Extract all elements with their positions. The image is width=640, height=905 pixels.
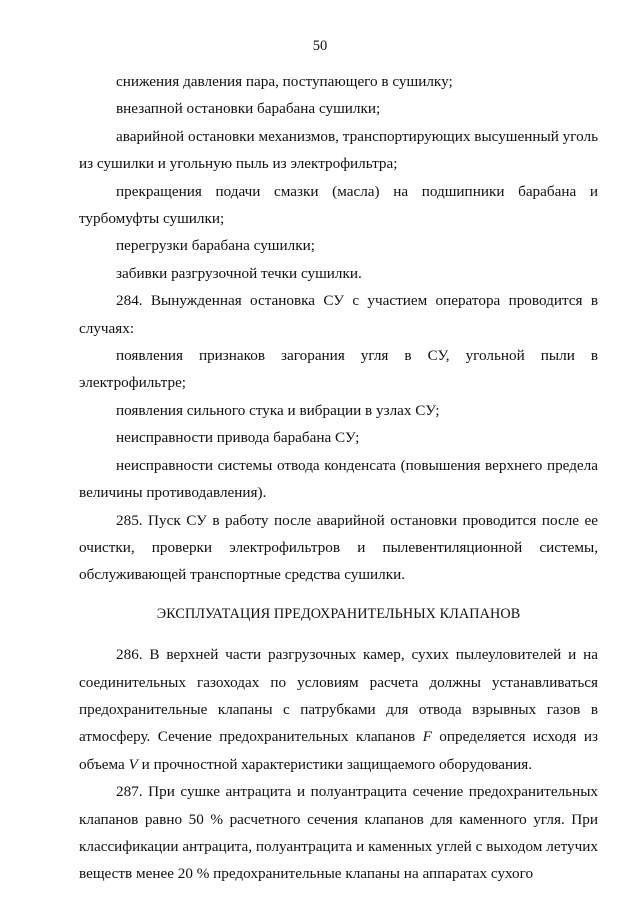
list-item: снижения давления пара, поступающего в сушилку; — [116, 73, 453, 90]
paragraph-286-part3: и прочностной характеристики защищаемого оборудования. — [137, 755, 533, 773]
paragraph-287: 287. При сушке антрацита и полуантрацита сечение предохранительных клапанов равно 50 % расчетного сечения клапанов для каменного угля. При классификации антрацита, полуантрацита и каменных углей с выходом летучих веществ менее 20 % предохранительные клапаны на аппаратах сухого — [79, 783, 598, 883]
list-item: появления сильного стука и вибрации в узлах СУ; — [116, 401, 440, 419]
list-item: внезапной остановки барабана сушилки; — [116, 100, 381, 118]
paragraph-285: 285. Пуск СУ в работу после аварийной остановки проводится после ее очистки, проверки электрофильтров и пылевентиляционной системы, обслуживающей транспортные средства сушилки. — [79, 511, 598, 584]
variable-f: F — [422, 728, 432, 746]
list-item: забивки разгрузочной течки сушилки. — [116, 264, 362, 282]
variable-v: V — [128, 755, 138, 773]
paragraph-286 — [79, 641, 598, 778]
list-item: перегрузки барабана сушилки; — [116, 237, 315, 255]
list-item: неисправности привода барабана СУ; — [116, 429, 360, 447]
paragraph-286-part1: 286. В верхней части разгрузочных камер, сухих пылеуловителей и на соединительных газоходах по условиям расчета должны устанавливаться предохранительные клапаны с патрубками для отвода взрывных газов в атмосферу. Сечение предохранительных клапанов — [79, 646, 598, 746]
list-item: неисправности системы отвода конденсата (повышения верхнего предела величины противодавления). — [79, 456, 598, 502]
page-number: 50 — [312, 38, 328, 54]
list-item: прекращения подачи смазки (масла) на подшипники барабана и турбомуфты сушилки; — [79, 182, 598, 228]
paragraph-284: 284. Вынужденная остановка СУ с участием оператора проводится в случаях: — [79, 292, 598, 337]
list-item: появления признаков загорания угля в СУ, угольной пыли в электрофильтре; — [79, 347, 598, 392]
document-body — [79, 68, 598, 888]
paragraph-286-part2: определяется исходя из объема — [79, 728, 598, 773]
list-item: аварийной остановки механизмов, транспортирующих высушенный уголь из сушилки и угольную пыль из электрофильтра; — [79, 127, 598, 173]
section-heading: ЭКСПЛУАТАЦИЯ ПРЕДОХРАНИТЕЛЬНЫХ КЛАПАНОВ — [156, 605, 521, 622]
